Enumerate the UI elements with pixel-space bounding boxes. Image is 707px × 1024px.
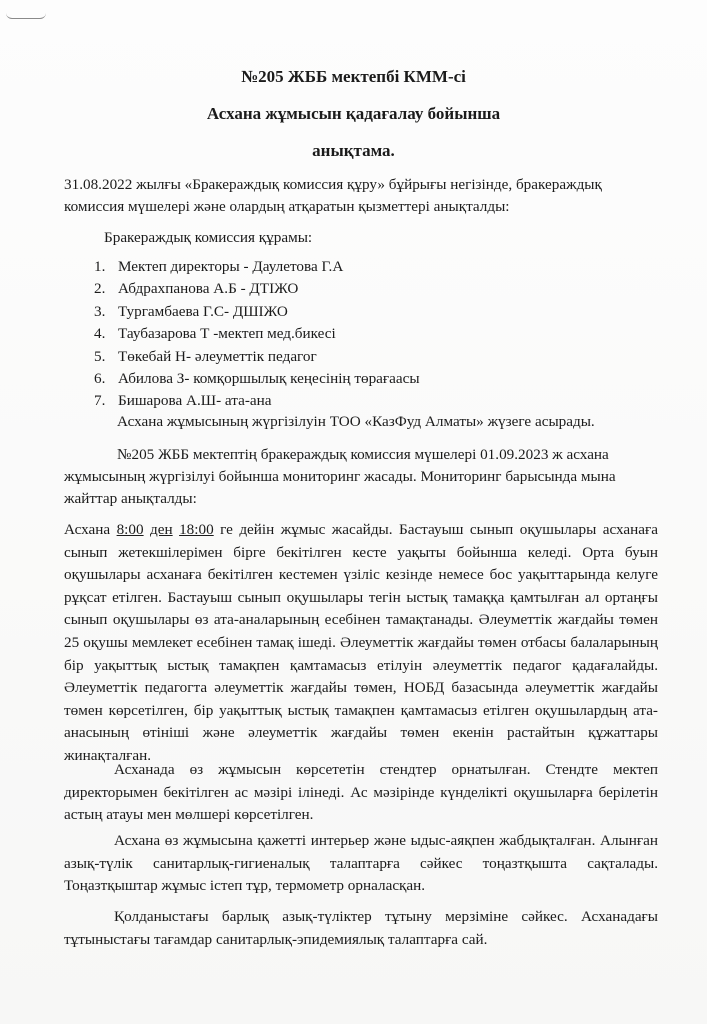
commission-heading: Бракераждық комиссия құрамы: xyxy=(104,229,313,246)
commission-member-list xyxy=(94,256,420,413)
school-name-heading: №205 ЖББ мектепбі КММ-сі xyxy=(241,67,466,86)
list-item: 7. Бишарова А.Ш- ата-ана xyxy=(94,392,272,410)
list-item: 1. Мектеп директоры - Даулетова Г.А xyxy=(94,258,344,275)
list-item: 4. Таубазарова Т -мектеп мед.бикесі xyxy=(94,325,336,343)
monitoring-line-1: №205 ЖББ мектептің бракераждық комиссия мүшелері 01.09.2023 ж асхана xyxy=(117,446,609,463)
list-item: 6. Абилова З- комқоршылық кеңесінің төрағаасы xyxy=(94,369,420,387)
operator-line: Асхана жұмысының жүргізілуін ТОО «КазФуд Алматы» жүзеге асырады. xyxy=(117,413,595,430)
document-type-heading: анықтама. xyxy=(312,141,395,160)
schedule-text: ге дейін жұмыс жасайды. Бастауыш сынып оқушылары асханаға сынып жетекшілерімен бірге бекітілген кесте уақыты бойынша келеді. Орта буын оқушылары асханаға бекітілген кестемен үзіліс кезінде немесе бос уақыттарында келуге рұқсат етілген. Бастауыш сынып оқушылары тегін ыстық тамаққа қамтылған ал ортаңғы сынып оқушылары өз ата-аналарының есебінен тамақтанады. Әлеуметтік жағдайы төмен 25 оқушы мемлекет есебінен тамақ ішеді. Әлеуметтік жағдайы төмен отбасы балаларының бір уақыттық ыстық тамақпен қамтамасыз етілуін әлеуметтік педагог қадағалайды. Әлеуметтік педагогта әлеуметтік жағдайы төмен, НОБД базасында әлеуметтік жағдайы төмен көрсетілген, бір уақыттық ыстық тамақпен қамтамасыз етілген оқушылардың ата-анасының өтініші және әлеуметтік жағдайы төмен екенін растайтын құжаттары жинақталған. xyxy=(64,521,659,764)
intro-line-1: 31.08.2022 жылғы «Бракераждық комиссия құру» бұйрығы негізінде, бракераждық xyxy=(64,176,602,193)
monitoring-line-3: жайттар анықталды: xyxy=(64,490,197,507)
scan-corner-mark xyxy=(6,12,46,19)
interior-paragraph: Асхана өз жұмысына қажетті интерьер және ыдыс-аяқпен жабдықталған. Алынған азық-түлік санитарлық-гигиеналық талаптарға сәйкес тоңазтқышта сақталады. Тоңазтқыштар жұмыс істеп тұр, термометр орналасқан. xyxy=(64,832,658,895)
list-item: 2. Абдрахпанова А.Б - ДТІЖО xyxy=(94,280,299,298)
time-start: 8:00 xyxy=(116,521,144,538)
list-item: 3. Тургамбаева Г.С- ДШІЖО xyxy=(94,302,288,320)
products-paragraph: Қолданыстағы барлық азық-түліктер тұтыну мерзіміне сәйкес. Асханадағы тұтыныстағы тағамдар санитарлық-эпидемиялық талаптарға сай. xyxy=(64,908,658,948)
time-end: 18:00 xyxy=(179,521,214,538)
stand-paragraph: Асханада өз жұмысын көрсететін стендтер орнатылған. Стендте мектеп директорымен бекітілген ас мәзірі ілінеді. Ас мәзірінде күнделікті оқушыларға берілетін астың атауы мен мөлшері көрсетілген. xyxy=(64,761,658,824)
schedule-paragraph xyxy=(64,519,658,768)
intro-line-2: комиссия мүшелері және олардың атқаратын қызметтері анықталды: xyxy=(64,198,510,215)
document-subject-heading: Асхана жұмысын қадағалау бойынша xyxy=(206,104,501,123)
list-item: 5. Төкебай Н- әлеуметтік педагог xyxy=(94,347,317,365)
monitoring-line-2: жұмысының жүргізілуі бойынша мониторинг жасады. Мониторинг барысында мына xyxy=(64,468,616,485)
time-between: ден xyxy=(150,521,173,538)
schedule-prefix: Асхана xyxy=(64,521,111,538)
